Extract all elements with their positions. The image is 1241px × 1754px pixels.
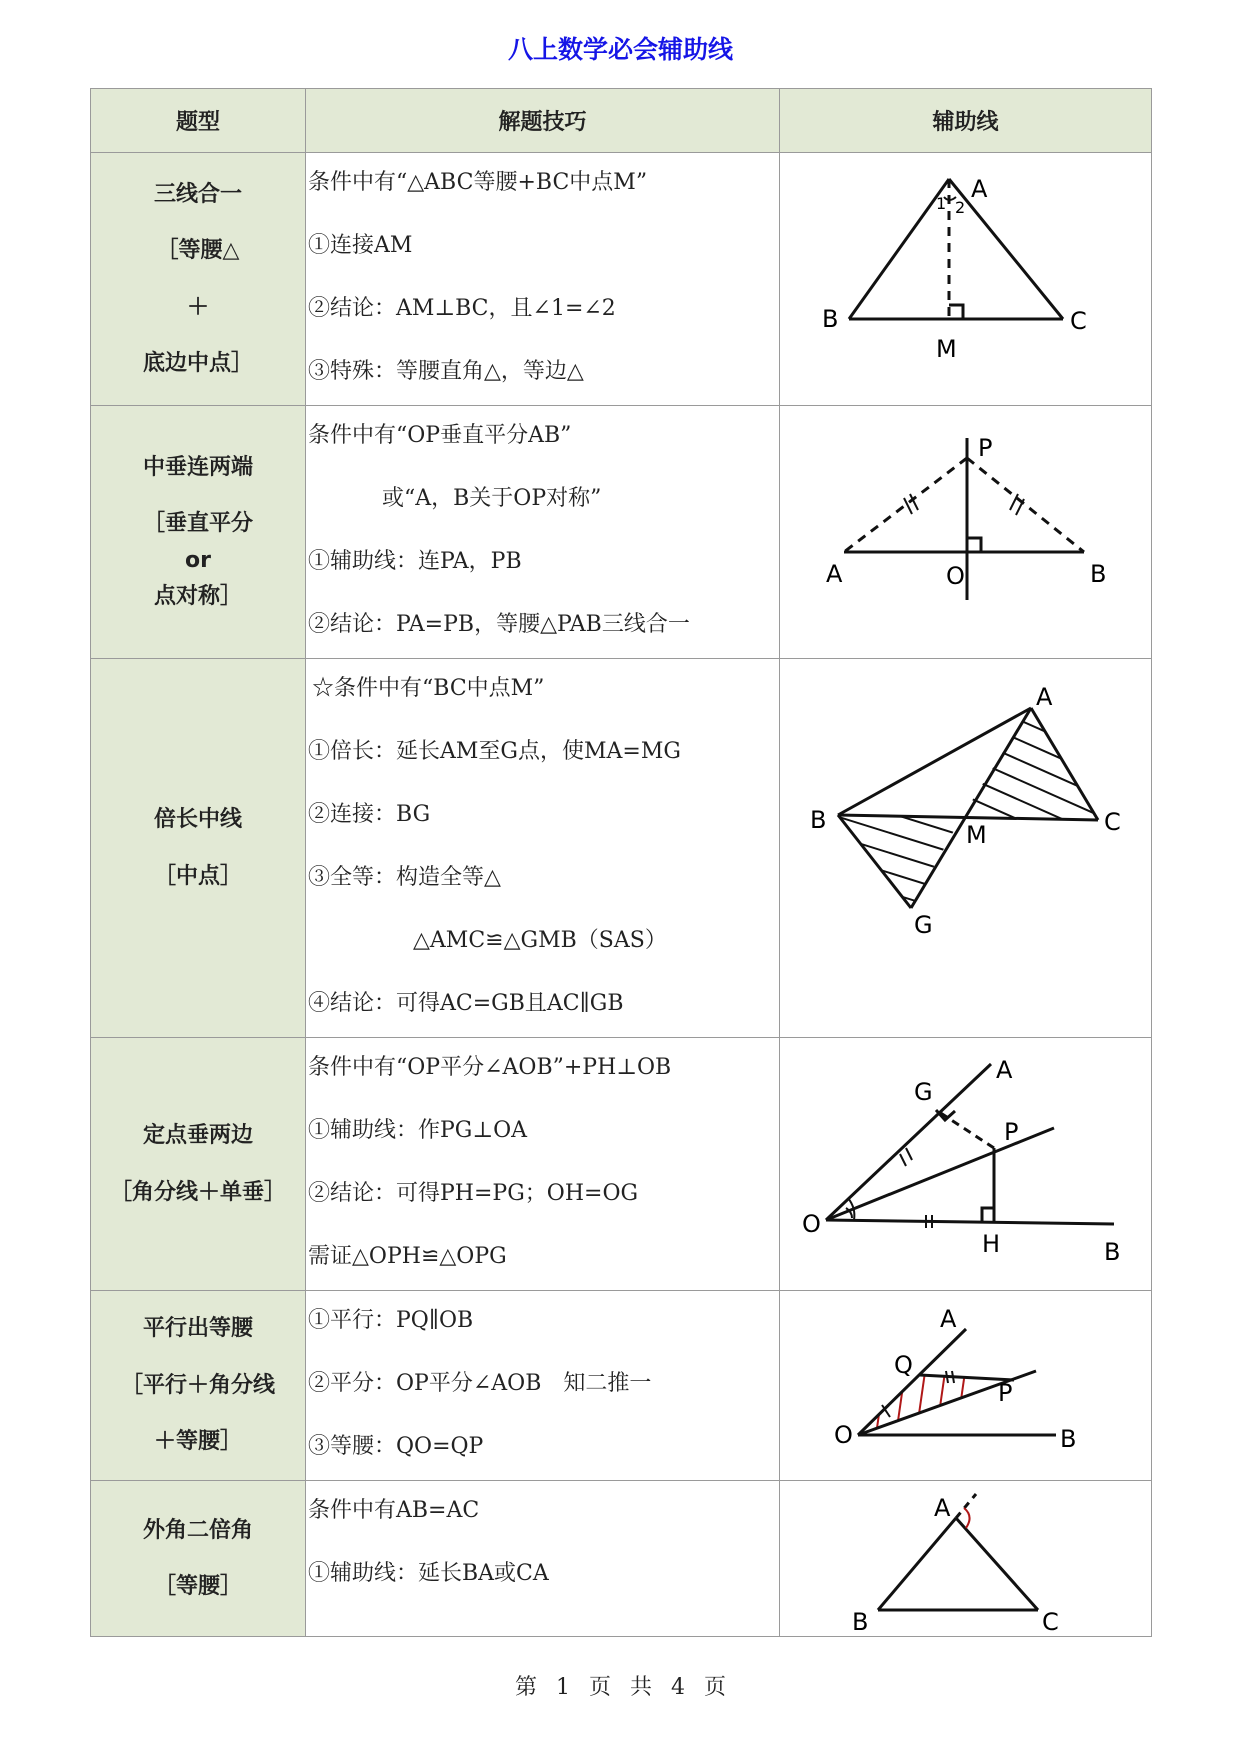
- technique-cell: [306, 153, 780, 406]
- header-type: 题型: [91, 89, 306, 153]
- technique-cell: [306, 1291, 780, 1481]
- technique-line: ①辅助线：作PG⊥OA: [308, 1118, 527, 1143]
- technique-line: 条件中有“△ABC等腰+BC中点M”: [308, 170, 648, 195]
- label-c: C: [1041, 1607, 1059, 1634]
- label-g: G: [913, 1077, 933, 1106]
- label-g: G: [913, 911, 933, 939]
- label-b: B: [1089, 559, 1106, 588]
- type-line: 外角二倍角: [142, 1517, 253, 1543]
- label-b: B: [809, 806, 826, 834]
- type-cell: [91, 1291, 306, 1481]
- type-line: 中垂连两端: [142, 454, 253, 480]
- type-line: or: [185, 547, 211, 573]
- document-title: 八上数学必会辅助线: [507, 35, 733, 64]
- table-header-row: [91, 89, 1152, 153]
- technique-line: ②结论：AM⊥BC，且∠1=∠2: [308, 296, 616, 321]
- technique-line: 条件中有“OP平分∠AOB”+PH⊥OB: [308, 1055, 672, 1080]
- label-h: H: [981, 1229, 1000, 1258]
- technique-line: ③特殊：等腰直角△，等边△: [308, 359, 584, 384]
- exterior-angle-figure: [786, 1484, 1146, 1634]
- label-q: Q: [893, 1350, 913, 1379]
- technique-line: ②平分：OP平分∠AOB 知二推一: [308, 1371, 652, 1396]
- type-line: ［中点］: [153, 863, 242, 889]
- label-c: C: [1103, 808, 1121, 836]
- technique-line: ①辅助线：连PA，PB: [308, 549, 522, 574]
- perpendicular-bisector-figure: [786, 410, 1146, 655]
- technique-line: 或“A，B关于OP对称”: [382, 486, 602, 511]
- technique-line: ②结论：可得PH=PG；OH=OG: [308, 1181, 639, 1206]
- label-a: A: [825, 559, 842, 588]
- technique-line: 条件中有“OP垂直平分AB”: [308, 423, 572, 448]
- parallel-isosceles-figure: [786, 1295, 1146, 1477]
- label-o: O: [945, 561, 965, 590]
- type-line: 平行出等腰: [142, 1316, 253, 1342]
- label-a: A: [995, 1055, 1012, 1084]
- type-line: ［垂直平分: [142, 511, 253, 536]
- footer-total-pages: 4: [671, 1675, 686, 1700]
- label-b: B: [821, 304, 838, 333]
- footer-mid2: 共: [630, 1675, 653, 1700]
- technique-line: 条件中有AB=AC: [308, 1498, 480, 1523]
- technique-line: ①倍长：延长AM至G点，使MA=MG: [308, 739, 681, 764]
- table-row: [91, 1291, 1152, 1481]
- type-line: ＋等腰］: [153, 1429, 242, 1455]
- label-p: P: [977, 433, 992, 462]
- isosceles-midpoint-figure: [786, 157, 1146, 402]
- label-a: A: [1035, 683, 1052, 711]
- type-line: 定点垂两边: [142, 1123, 253, 1148]
- type-line: 底边中点］: [142, 351, 253, 376]
- technique-cell: [306, 659, 780, 1038]
- technique-line: ②连接：BG: [308, 802, 431, 827]
- label-m: M: [935, 334, 957, 363]
- technique-line: ③全等：构造全等△: [308, 865, 501, 890]
- technique-line: ☆条件中有“BC中点M”: [312, 676, 545, 701]
- figure-cell: [780, 406, 1152, 659]
- technique-line: ①连接AM: [308, 233, 413, 258]
- technique-line: ②结论：PA=PB，等腰△PAB三线合一: [308, 612, 690, 637]
- table-row: [91, 1038, 1152, 1291]
- figure-cell: [780, 1291, 1152, 1481]
- type-cell: [91, 659, 306, 1038]
- type-line: ［角分线＋单垂］: [109, 1179, 286, 1205]
- label-p: P: [1003, 1117, 1018, 1146]
- table-row: [91, 153, 1152, 406]
- type-line: 三线合一: [153, 181, 242, 207]
- technique-line: ①平行：PQ∥OB: [308, 1308, 474, 1333]
- type-cell: [91, 1038, 306, 1291]
- technique-line: ③等腰：QO=QP: [308, 1434, 484, 1459]
- type-line: 倍长中线: [153, 807, 242, 832]
- aux-line-table: [90, 88, 1152, 1637]
- footer-mid1: 页: [588, 1675, 611, 1700]
- type-line: ［等腰△: [156, 238, 240, 263]
- type-line: 点对称］: [153, 584, 242, 609]
- type-cell: [91, 153, 306, 406]
- header-aux: 辅助线: [780, 89, 1152, 153]
- technique-line: 需证△OPH≌△OPG: [308, 1244, 507, 1269]
- angle-bisector-perpendicular-figure: [786, 1042, 1146, 1287]
- label-a: A: [970, 174, 987, 203]
- label-b: B: [1059, 1424, 1076, 1453]
- table-row: [91, 1481, 1152, 1637]
- figure-cell: [780, 1481, 1152, 1637]
- technique-cell: [306, 1038, 780, 1291]
- technique-line: ④结论：可得AC=GB且AC∥GB: [308, 991, 624, 1016]
- figure-cell: [780, 1038, 1152, 1291]
- label-o: O: [801, 1209, 821, 1238]
- label-angle-2: 2: [954, 197, 965, 217]
- type-line: ［等腰］: [153, 1574, 242, 1599]
- table-row: [91, 659, 1152, 1038]
- footer-pre: 第: [514, 1675, 537, 1700]
- technique-line: ①辅助线：延长BA或CA: [308, 1561, 549, 1586]
- header-technique: 解题技巧: [306, 89, 780, 153]
- footer-post: 页: [704, 1675, 727, 1700]
- type-cell: [91, 406, 306, 659]
- label-c: C: [1069, 306, 1087, 335]
- label-b: B: [851, 1607, 868, 1634]
- technique-cell: [306, 1481, 780, 1637]
- label-o: O: [833, 1420, 853, 1449]
- page-footer: [0, 1670, 1241, 1701]
- technique-cell: [306, 406, 780, 659]
- label-p: P: [997, 1378, 1012, 1407]
- double-median-figure: [786, 663, 1146, 1033]
- footer-page-number: 1: [555, 1675, 570, 1700]
- figure-cell: [780, 153, 1152, 406]
- label-angle-1: 1: [935, 193, 946, 213]
- label-b: B: [1103, 1237, 1120, 1266]
- figure-cell: [780, 659, 1152, 1038]
- table-row: [91, 406, 1152, 659]
- type-line: ［平行＋角分线: [120, 1372, 275, 1398]
- label-a: A: [939, 1304, 956, 1333]
- type-line: ＋: [186, 294, 209, 320]
- label-m: M: [965, 821, 987, 849]
- label-a: A: [933, 1493, 950, 1522]
- technique-line: △AMC≌△GMB（SAS）: [413, 928, 667, 953]
- type-cell: [91, 1481, 306, 1637]
